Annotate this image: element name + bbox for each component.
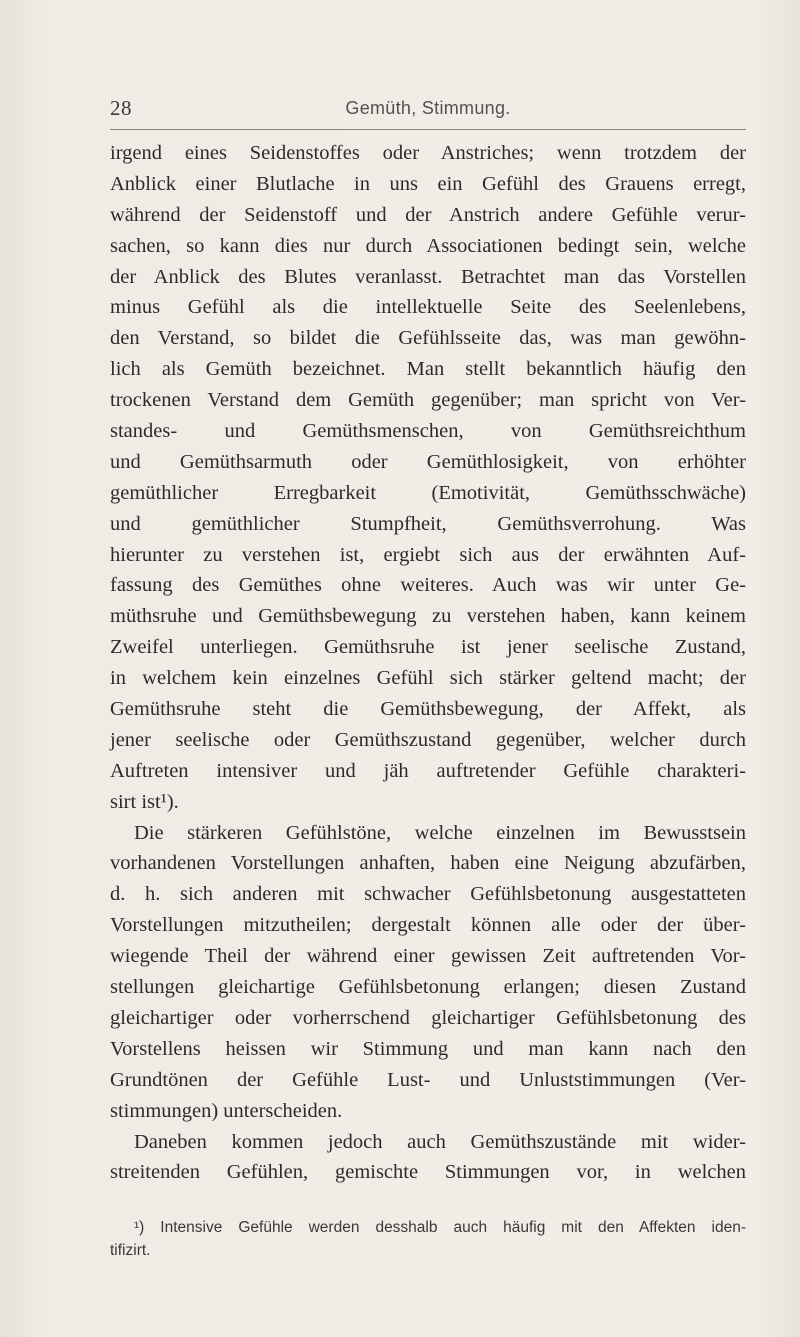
text-line: Die stärkeren Gefühlstöne, welche einzelnen im Bewusstsein xyxy=(134,821,746,844)
text-line: hierunter zu verstehen ist, ergiebt sich aus der erwähnten Auf- xyxy=(110,543,746,566)
text-line: Vorstellens heissen wir Stimmung und man kann nach den xyxy=(110,1037,746,1060)
text-line: minus Gefühl als die intellektuelle Seite des Seelenlebens, xyxy=(110,296,746,319)
text-line: und Gemüthsarmuth oder Gemüthlosigkeit, von erhöhter xyxy=(110,450,746,473)
text-line: standes- und Gemüthsmenschen, von Gemüthsreichthum xyxy=(110,420,746,443)
text-line: Auftreten intensiver und jäh auftretender Gefühle charakteri- xyxy=(110,759,746,782)
footnote-line: ¹) Intensive Gefühle werden desshalb auch häufig mit den Affekten iden- xyxy=(134,1219,746,1236)
text-line: sirt ist¹). xyxy=(110,790,179,813)
text-line: der Anblick des Blutes veranlasst. Betrachtet man das Vorstellen xyxy=(110,265,746,288)
page-number: 28 xyxy=(110,96,132,120)
text-line: vorhandenen Vorstellungen anhaften, haben eine Neigung abzufärben, xyxy=(110,852,746,875)
text-line: Grundtönen der Gefühle Lust- und Unluststimmungen (Ver- xyxy=(110,1068,746,1091)
text-line: d. h. sich anderen mit schwacher Gefühlsbetonung ausgestatteten xyxy=(110,883,746,906)
text-line: fassung des Gemüthes ohne weiteres. Auch was wir unter Ge- xyxy=(110,574,746,597)
text-line: trockenen Verstand dem Gemüth gegenüber; man spricht von Ver- xyxy=(110,389,746,412)
footnote-line: tifizirt. xyxy=(110,1242,151,1259)
text-line: stellungen gleichartige Gefühlsbetonung erlangen; diesen Zustand xyxy=(110,976,746,999)
text-line: gleichartiger oder vorherrschend gleichartiger Gefühlsbetonung des xyxy=(110,1006,746,1029)
text-line: irgend eines Seidenstoffes oder Anstriches; wenn trotzdem der xyxy=(110,142,746,164)
text-line: Gemüthsruhe steht die Gemüthsbewegung, der Affekt, als xyxy=(110,698,746,721)
text-line: jener seelische oder Gemüthszustand gegenüber, welcher durch xyxy=(110,728,746,751)
footnote xyxy=(110,1216,746,1262)
text-line: sachen, so kann dies nur durch Associationen bedingt sein, welche xyxy=(110,234,746,257)
running-head-title: Gemüth, Stimmung. xyxy=(345,98,511,118)
text-line: Daneben kommen jedoch auch Gemüthszustände mit wider- xyxy=(134,1130,746,1153)
running-head xyxy=(110,96,746,126)
text-line: während der Seidenstoff und der Anstrich andere Gefühle verur- xyxy=(110,203,746,226)
text-line: lich als Gemüth bezeichnet. Man stellt bekanntlich häufig den xyxy=(110,358,746,381)
header-rule xyxy=(110,129,746,130)
text-line: Zweifel unterliegen. Gemüthsruhe ist jener seelische Zustand, xyxy=(110,636,746,659)
text-line: stimmungen) unterscheiden. xyxy=(110,1099,343,1122)
text-line: streitenden Gefühlen, gemischte Stimmungen vor, in welchen xyxy=(110,1161,746,1184)
text-line: Vorstellungen mitzutheilen; dergestalt können alle oder der über- xyxy=(110,914,746,937)
text-line: gemüthlicher Erregbarkeit (Emotivität, Gemüthsschwäche) xyxy=(110,481,746,504)
text-line: Anblick einer Blutlache in uns ein Gefühl des Grauens erregt, xyxy=(110,172,746,195)
body-text xyxy=(110,138,746,1188)
text-line: in welchem kein einzelnes Gefühl sich stärker geltend macht; der xyxy=(110,667,746,690)
text-line: müthsruhe und Gemüthsbewegung zu verstehen haben, kann keinem xyxy=(110,605,746,628)
text-line: und gemüthlicher Stumpfheit, Gemüthsverrohung. Was xyxy=(110,512,746,535)
text-line: den Verstand, so bildet die Gefühlsseite das, was man gewöhn- xyxy=(110,327,746,350)
text-line: wiegende Theil der während einer gewissen Zeit auftretenden Vor- xyxy=(110,945,746,968)
